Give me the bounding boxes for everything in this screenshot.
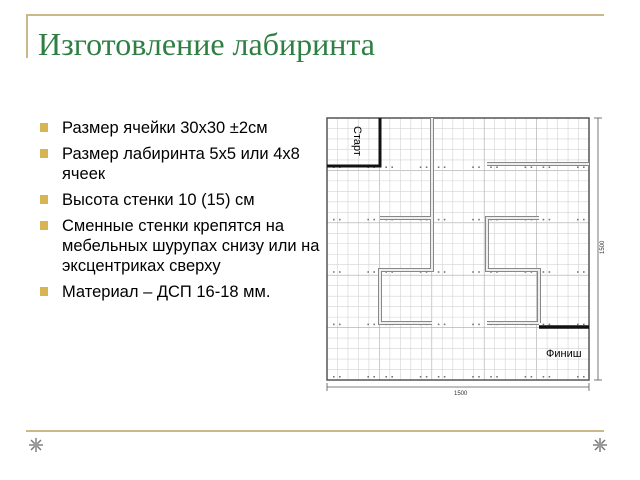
screw-mark bbox=[577, 376, 579, 378]
screw-mark bbox=[333, 324, 335, 326]
screw-mark bbox=[583, 324, 585, 326]
screw-mark bbox=[373, 376, 375, 378]
screw-mark bbox=[339, 271, 341, 273]
screw-mark bbox=[472, 376, 474, 378]
bullet-marker bbox=[40, 287, 48, 296]
screw-mark bbox=[531, 166, 533, 168]
screw-mark bbox=[490, 166, 492, 168]
bullet-item bbox=[40, 190, 320, 210]
screw-mark bbox=[339, 324, 341, 326]
bullet-text: Высота стенки 10 (15) см bbox=[62, 191, 255, 209]
screw-mark bbox=[543, 219, 545, 221]
screw-mark bbox=[367, 324, 369, 326]
screw-mark bbox=[438, 271, 440, 273]
screw-mark bbox=[478, 324, 480, 326]
screw-mark bbox=[438, 376, 440, 378]
bullet-item bbox=[40, 216, 320, 276]
bullet-text: Размер ячейки 30х30 ±2см bbox=[62, 119, 268, 137]
screw-mark bbox=[420, 166, 422, 168]
bullet-list bbox=[40, 118, 320, 308]
screw-mark bbox=[373, 271, 375, 273]
maze-wall bbox=[380, 118, 432, 218]
screw-mark bbox=[444, 166, 446, 168]
screw-mark bbox=[531, 376, 533, 378]
screw-mark bbox=[339, 376, 341, 378]
screw-mark bbox=[496, 166, 498, 168]
screw-mark bbox=[438, 166, 440, 168]
slide-title: Изготовление лабиринта bbox=[38, 26, 375, 62]
screw-mark bbox=[496, 376, 498, 378]
screw-mark bbox=[478, 376, 480, 378]
screw-mark bbox=[333, 271, 335, 273]
screw-mark bbox=[420, 376, 422, 378]
screw-mark bbox=[426, 166, 428, 168]
screw-mark bbox=[385, 166, 387, 168]
bullet-marker bbox=[40, 123, 48, 132]
finish-label: Финиш bbox=[546, 348, 582, 360]
maze-drawing bbox=[310, 108, 610, 408]
screw-mark bbox=[333, 376, 335, 378]
bullet-item bbox=[40, 118, 320, 138]
bullet-item bbox=[40, 144, 320, 184]
width-dimension-label: 1500 bbox=[454, 391, 468, 397]
screw-mark bbox=[490, 376, 492, 378]
screw-mark bbox=[391, 166, 393, 168]
screw-mark bbox=[444, 219, 446, 221]
screw-mark bbox=[577, 324, 579, 326]
screw-mark bbox=[577, 219, 579, 221]
frame-left-line bbox=[26, 14, 28, 58]
screw-mark bbox=[444, 324, 446, 326]
screw-mark bbox=[472, 219, 474, 221]
bullet-item bbox=[40, 282, 320, 302]
screw-mark bbox=[472, 324, 474, 326]
screw-mark bbox=[438, 219, 440, 221]
maze-wall-highlight bbox=[380, 118, 432, 218]
start-label: Старт bbox=[351, 126, 363, 156]
screw-mark bbox=[478, 219, 480, 221]
screw-mark bbox=[583, 166, 585, 168]
height-dimension-label: 1500 bbox=[600, 240, 606, 254]
screw-mark bbox=[525, 166, 527, 168]
screw-mark bbox=[525, 376, 527, 378]
bullet-text: Размер лабиринта 5х5 или 4х8 ячеек bbox=[62, 145, 300, 183]
screw-mark bbox=[367, 271, 369, 273]
screw-mark bbox=[577, 271, 579, 273]
screw-mark bbox=[426, 376, 428, 378]
screw-mark bbox=[373, 219, 375, 221]
screw-mark bbox=[472, 166, 474, 168]
bullet-marker bbox=[40, 221, 48, 230]
screw-mark bbox=[367, 376, 369, 378]
maze-grid bbox=[327, 118, 589, 380]
screw-mark bbox=[549, 166, 551, 168]
screw-mark bbox=[333, 219, 335, 221]
screw-mark bbox=[549, 324, 551, 326]
screw-mark bbox=[391, 376, 393, 378]
screw-mark bbox=[549, 271, 551, 273]
frame-bottom-line bbox=[26, 430, 604, 432]
screw-mark bbox=[472, 271, 474, 273]
frame-top-line bbox=[26, 14, 604, 16]
screw-mark bbox=[549, 376, 551, 378]
screw-mark bbox=[478, 271, 480, 273]
screw-mark bbox=[478, 166, 480, 168]
screw-mark bbox=[444, 376, 446, 378]
screw-mark bbox=[577, 166, 579, 168]
snowflake-ornament-icon bbox=[28, 437, 44, 453]
bullet-marker bbox=[40, 195, 48, 204]
screw-mark bbox=[543, 376, 545, 378]
maze-wall-highlight bbox=[380, 218, 432, 323]
screw-mark bbox=[373, 324, 375, 326]
bullet-text: Материал – ДСП 16-18 мм. bbox=[62, 283, 271, 301]
screw-mark bbox=[543, 166, 545, 168]
screw-mark bbox=[583, 271, 585, 273]
screw-mark bbox=[583, 376, 585, 378]
snowflake-ornament-icon bbox=[592, 437, 608, 453]
screw-mark bbox=[444, 271, 446, 273]
screw-mark bbox=[543, 271, 545, 273]
screw-mark bbox=[367, 219, 369, 221]
screw-mark bbox=[583, 219, 585, 221]
screw-mark bbox=[549, 219, 551, 221]
screw-mark bbox=[543, 324, 545, 326]
bullet-marker bbox=[40, 149, 48, 158]
screw-mark bbox=[438, 324, 440, 326]
maze-outer-border bbox=[327, 118, 589, 380]
screw-mark bbox=[385, 376, 387, 378]
screw-mark bbox=[339, 219, 341, 221]
bullet-text: Сменные стенки крепятся на мебельных шурупах снизу или на эксцентриках сверху bbox=[62, 217, 320, 275]
